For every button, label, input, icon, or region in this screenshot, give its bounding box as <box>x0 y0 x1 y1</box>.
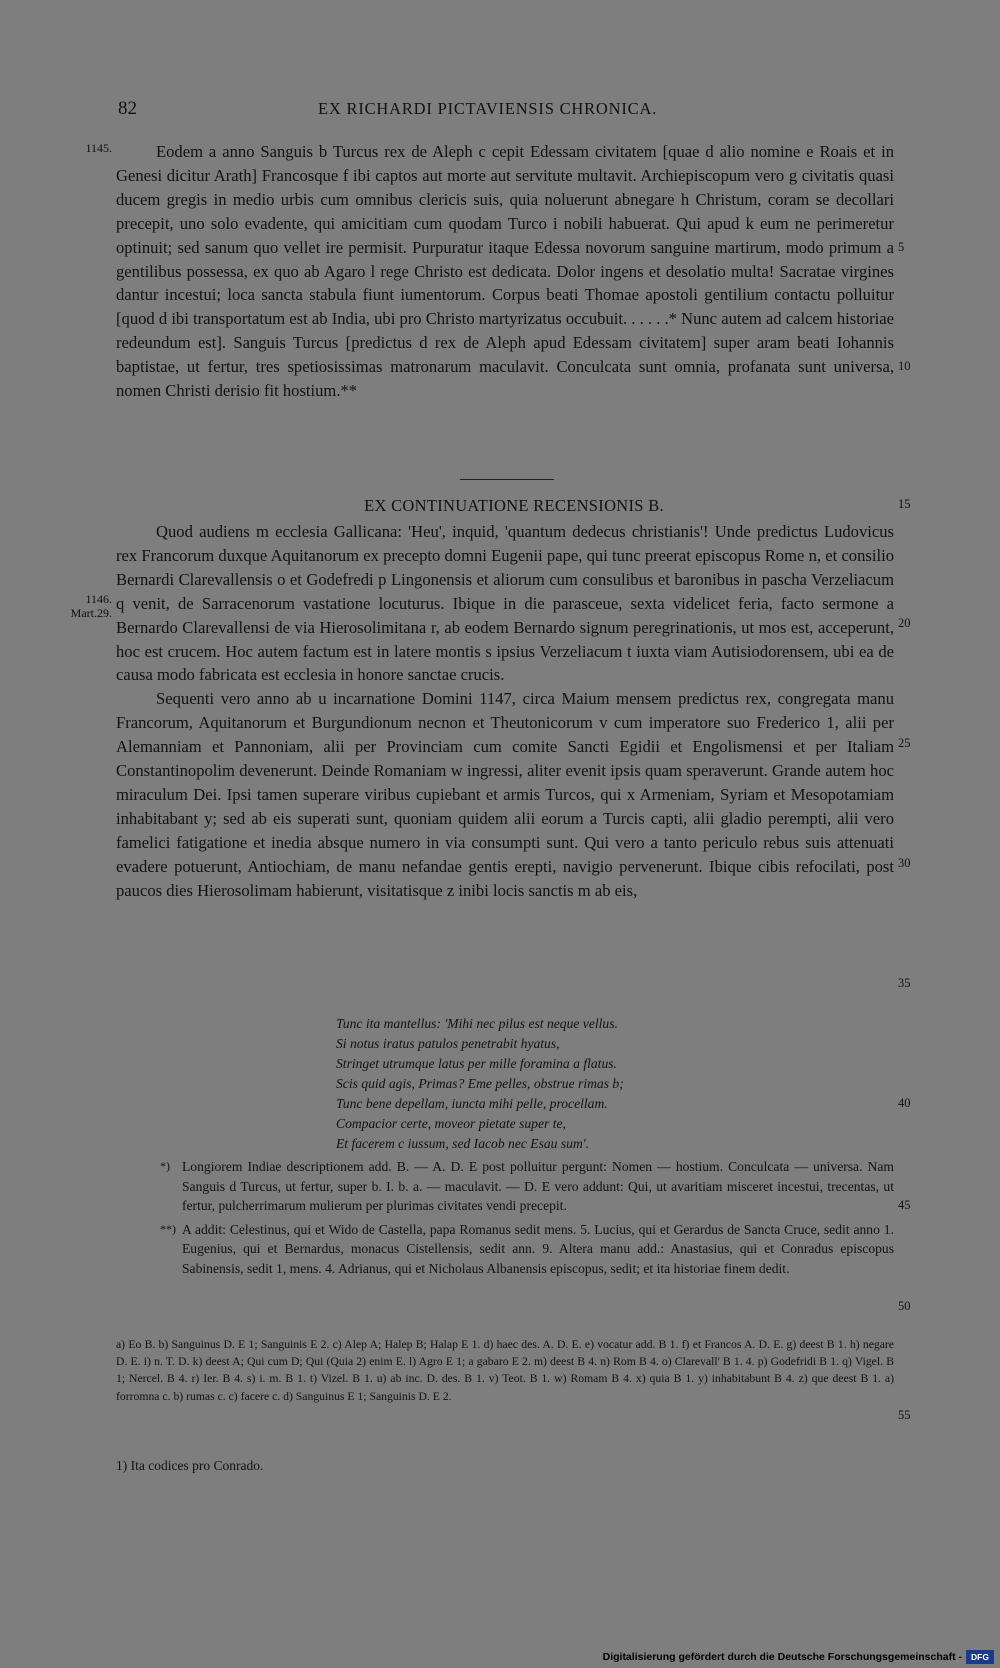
digitization-credit <box>600 1646 1000 1668</box>
line-number: 5 <box>898 240 905 254</box>
margin-date-1145: 1145. <box>85 141 112 155</box>
line-number: 10 <box>898 359 911 373</box>
verse-line: Compacior certe, moveor pietate super te, <box>336 1116 566 1131</box>
footnote <box>116 1220 894 1279</box>
chronicle-text-1145 <box>116 140 894 403</box>
verse-line: Et facerem c iussum, sed Iacob nec Esau sum'. <box>336 1136 590 1151</box>
verse-line: Tunc bene depellam, iuncta mihi pelle, procellam. <box>336 1096 608 1111</box>
critical-note: 1) Ita codices pro Conrado. <box>116 1458 264 1473</box>
line-number: 55 <box>898 1408 911 1422</box>
continuation-text <box>116 520 894 903</box>
verse-line: Si notus iratus patulos penetrabit hyatus, <box>336 1036 560 1051</box>
line-number: 30 <box>898 856 911 870</box>
footnote-text: Longiorem Indiae descriptionem add. B. — A. D. E post polluitur pergunt: Nomen — hostium. Conculcata — universa. Nam Sanguis d Turcus, ut fertur, super b. I. b. a. — maculavit. — D. E vero addunt: Qui, ut avaritiam misceret incestui, trecentas, ut fertur, pulcherrimarum mulierum per plurimas civitates vendi precepit. <box>182 1159 894 1213</box>
section-divider <box>460 479 554 480</box>
section-heading: EX CONTINUATIONE RECENSIONIS B. <box>364 496 664 515</box>
page-number: 82 <box>118 98 137 119</box>
footnotes <box>116 1157 894 1278</box>
credit-text: Digitalisierung gefördert durch die Deutsche Forschungsgemeinschaft - <box>602 1651 962 1663</box>
critical-apparatus: a) Eo B. b) Sanguinus D. E 1; Sanguinis E 2. c) Alep A; Halep B; Halap E 1. d) haec des. A. D. E. e) vocatur add. B 1. f) et Francos A. D. E. g) deest B 1. h) negare D. E. i) n. T. D. k) deest A; Qui cum D; Qui (Quia 2) enim E. l) Agro E 1; a gabaro E 2. m) deest B 4. n) Rom B 4. o) Clarevall' B 1. 4. p) Godefridi B 1. q) Vigel. B 1; Nercel. B 4. r) Ier. B 4. s) i. m. B 1. t) Vizel. B 1. u) ab inc. D. des. B 1. v) Teot. B 1. w) Romam B 4. x) quia B 1. y) inhabitabunt B 4. z) que deest B 1. a) forromna c. b) rumas c. c) facere c. d) Sanguinus E 1; Sanguinis D. E 2. <box>116 1338 894 1403</box>
running-title: EX RICHARDI PICTAVIENSIS CHRONICA. <box>318 99 658 118</box>
margin-date-1146: 1146. <box>85 592 112 606</box>
margin-date-mart29: Mart.29. <box>70 606 112 620</box>
line-number: 40 <box>898 1096 911 1110</box>
verse-line: Stringet utrumque latus per mille foramina a flatus. <box>336 1056 617 1071</box>
line-number: 25 <box>898 736 911 750</box>
line-number: 50 <box>898 1299 911 1313</box>
footnote-text: A addit: Celestinus, qui et Wido de Castella, papa Romanus sedit mens. 5. Lucius, qui et Gerardus de Sancta Cruce, sedit anno 1. Eugenius, qui et Bernardus, monacus Cistellensis, sedit ann. 9. Altera manu add.: Anastasius, qui et Conradus episcopus Sabinensis, sedit 1, mens. 4. Adrianus, qui et Nicholaus Albanensis episcopus, sedit; et ita historiae finem dedit. <box>182 1221 894 1276</box>
line-number: 35 <box>898 976 911 990</box>
footnote <box>116 1157 894 1216</box>
footnote-marker: **) <box>160 1221 176 1236</box>
verse-quotation <box>336 1014 856 1154</box>
paragraph: Sequenti vero anno ab u incarnatione Domini 1147, circa Maium mensem predictus rex, congregata manu Francorum, Aquitanorum et Burgundionum necnon et Theutonicorum v cum imperatore suo Frederico 1, alii per Alemanniam et Pannoniam, alii per Provinciam cum comite Sancti Egidii et Engolismensi et per Italiam Constantinopolim devenerunt. Deinde Romaniam w ingressi, aliter evenit ipsis quam speraverunt. Grande autem hoc miraculum Dei. Ipsi tamen superare viribus cupiebant et armis Turcos, qui x Armeniam, Syriam et Mesopotamiam inhabitabant y; sed ab eis superati sunt, quoniam quidem alii eorum a Turcis capti, alii gladio perempti, alii vero famelici fatigatione et inedia absque numero in via consumpti sunt. Qui vero a tanto periculo rebus suis attenuati evadere potuerunt, Antiochiam, de manu nefandae gentis erepti, navigio pervenerunt. Ibique cibis refocilati, post paucos dies Hierosolimam habierunt, visitatisque z inibi locis sanctis m ab eis, <box>116 689 894 900</box>
page-header <box>0 98 1000 122</box>
paragraph: Quod audiens m ecclesia Gallicana: 'Heu', inquid, 'quantum dedecus christianis'! Unde predictus Ludovicus rex Francorum duxque Aquitanorum ex precepto domni Eugenii pape, qui tunc preerat episcopus Rome n, et consilio Bernardi Clarevallensis o et Godefredi p Lingonensis et aliorum cum consulibus et baronibus in pascha Verzeliacum q venit, de Sarracenorum vastatione locuturus. Ibique in die parasceue, sexta videlicet feria, facto sermone a Bernardo Clarevallensi de via Hierosolimitana r, ab eodem Bernardo signum peregrinationis, ut mos est, acceperunt, hoc est crucem. Hoc autem factum est in latere montis s ipsius Verzeliacum t iuxta viam Autisiodorensem, ubi ea de causa modo fabricata est ecclesia in honore sanctae crucis. <box>116 522 894 685</box>
verse-line: Scis quid agis, Primas? Eme pelles, obstrue rimas b; <box>336 1076 624 1091</box>
line-number: 45 <box>898 1198 911 1212</box>
paragraph: Eodem a anno Sanguis b Turcus rex de Aleph c cepit Edessam civitatem [quae d alio nomine e Roais et in Genesi dicitur Arath] Francosque f ibi captos aut morte aut servitute multavit. Archiepiscopum vero g civitatis quasi ducem gregis in medio urbis cum omnibus clericis suis, quia noluerunt abnegare h Christum, coram se decollari precepit, uno solo evadente, qui amicitiam cum quodam Turco i nobili habuerat. Qui apud k eum ne perimeretur optinuit; sed sanum quo vellet ire permisit. Purpuratur itaque Edessa novorum sanguine martirum, modo primum a gentilibus possessa, ex quo ab Agaro l rege Christo est dedicata. Dolor ingens et desolatio multa! Sacratae virgines dantur incestui; loca sancta stabula fiunt iumentorum. Corpus beati Thomae apostoli gentilium contactu polluitur [quod d ibi transportatum est ab India, ubi pro Christo martyrizatus occubuit. . . . . .* Nunc autem ad calcem historiae redeundum est]. Sanguis Turcus [predictus d rex de Aleph apud Edessam civitatem] super aram beati Iohannis baptistae, ut fertur, tres spetiosissimas matronarum maculavit. Conculcata sunt omnia, profanata sunt universa, nomen Christi derisio fit hostium.** <box>116 142 894 401</box>
verse-line: Tunc ita mantellus: 'Mihi nec pilus est neque vellus. <box>336 1016 618 1031</box>
line-number: 20 <box>898 616 911 630</box>
footnote-marker: *) <box>160 1159 170 1173</box>
dfg-logo: DFG <box>966 1650 994 1664</box>
line-number: 15 <box>898 497 911 511</box>
